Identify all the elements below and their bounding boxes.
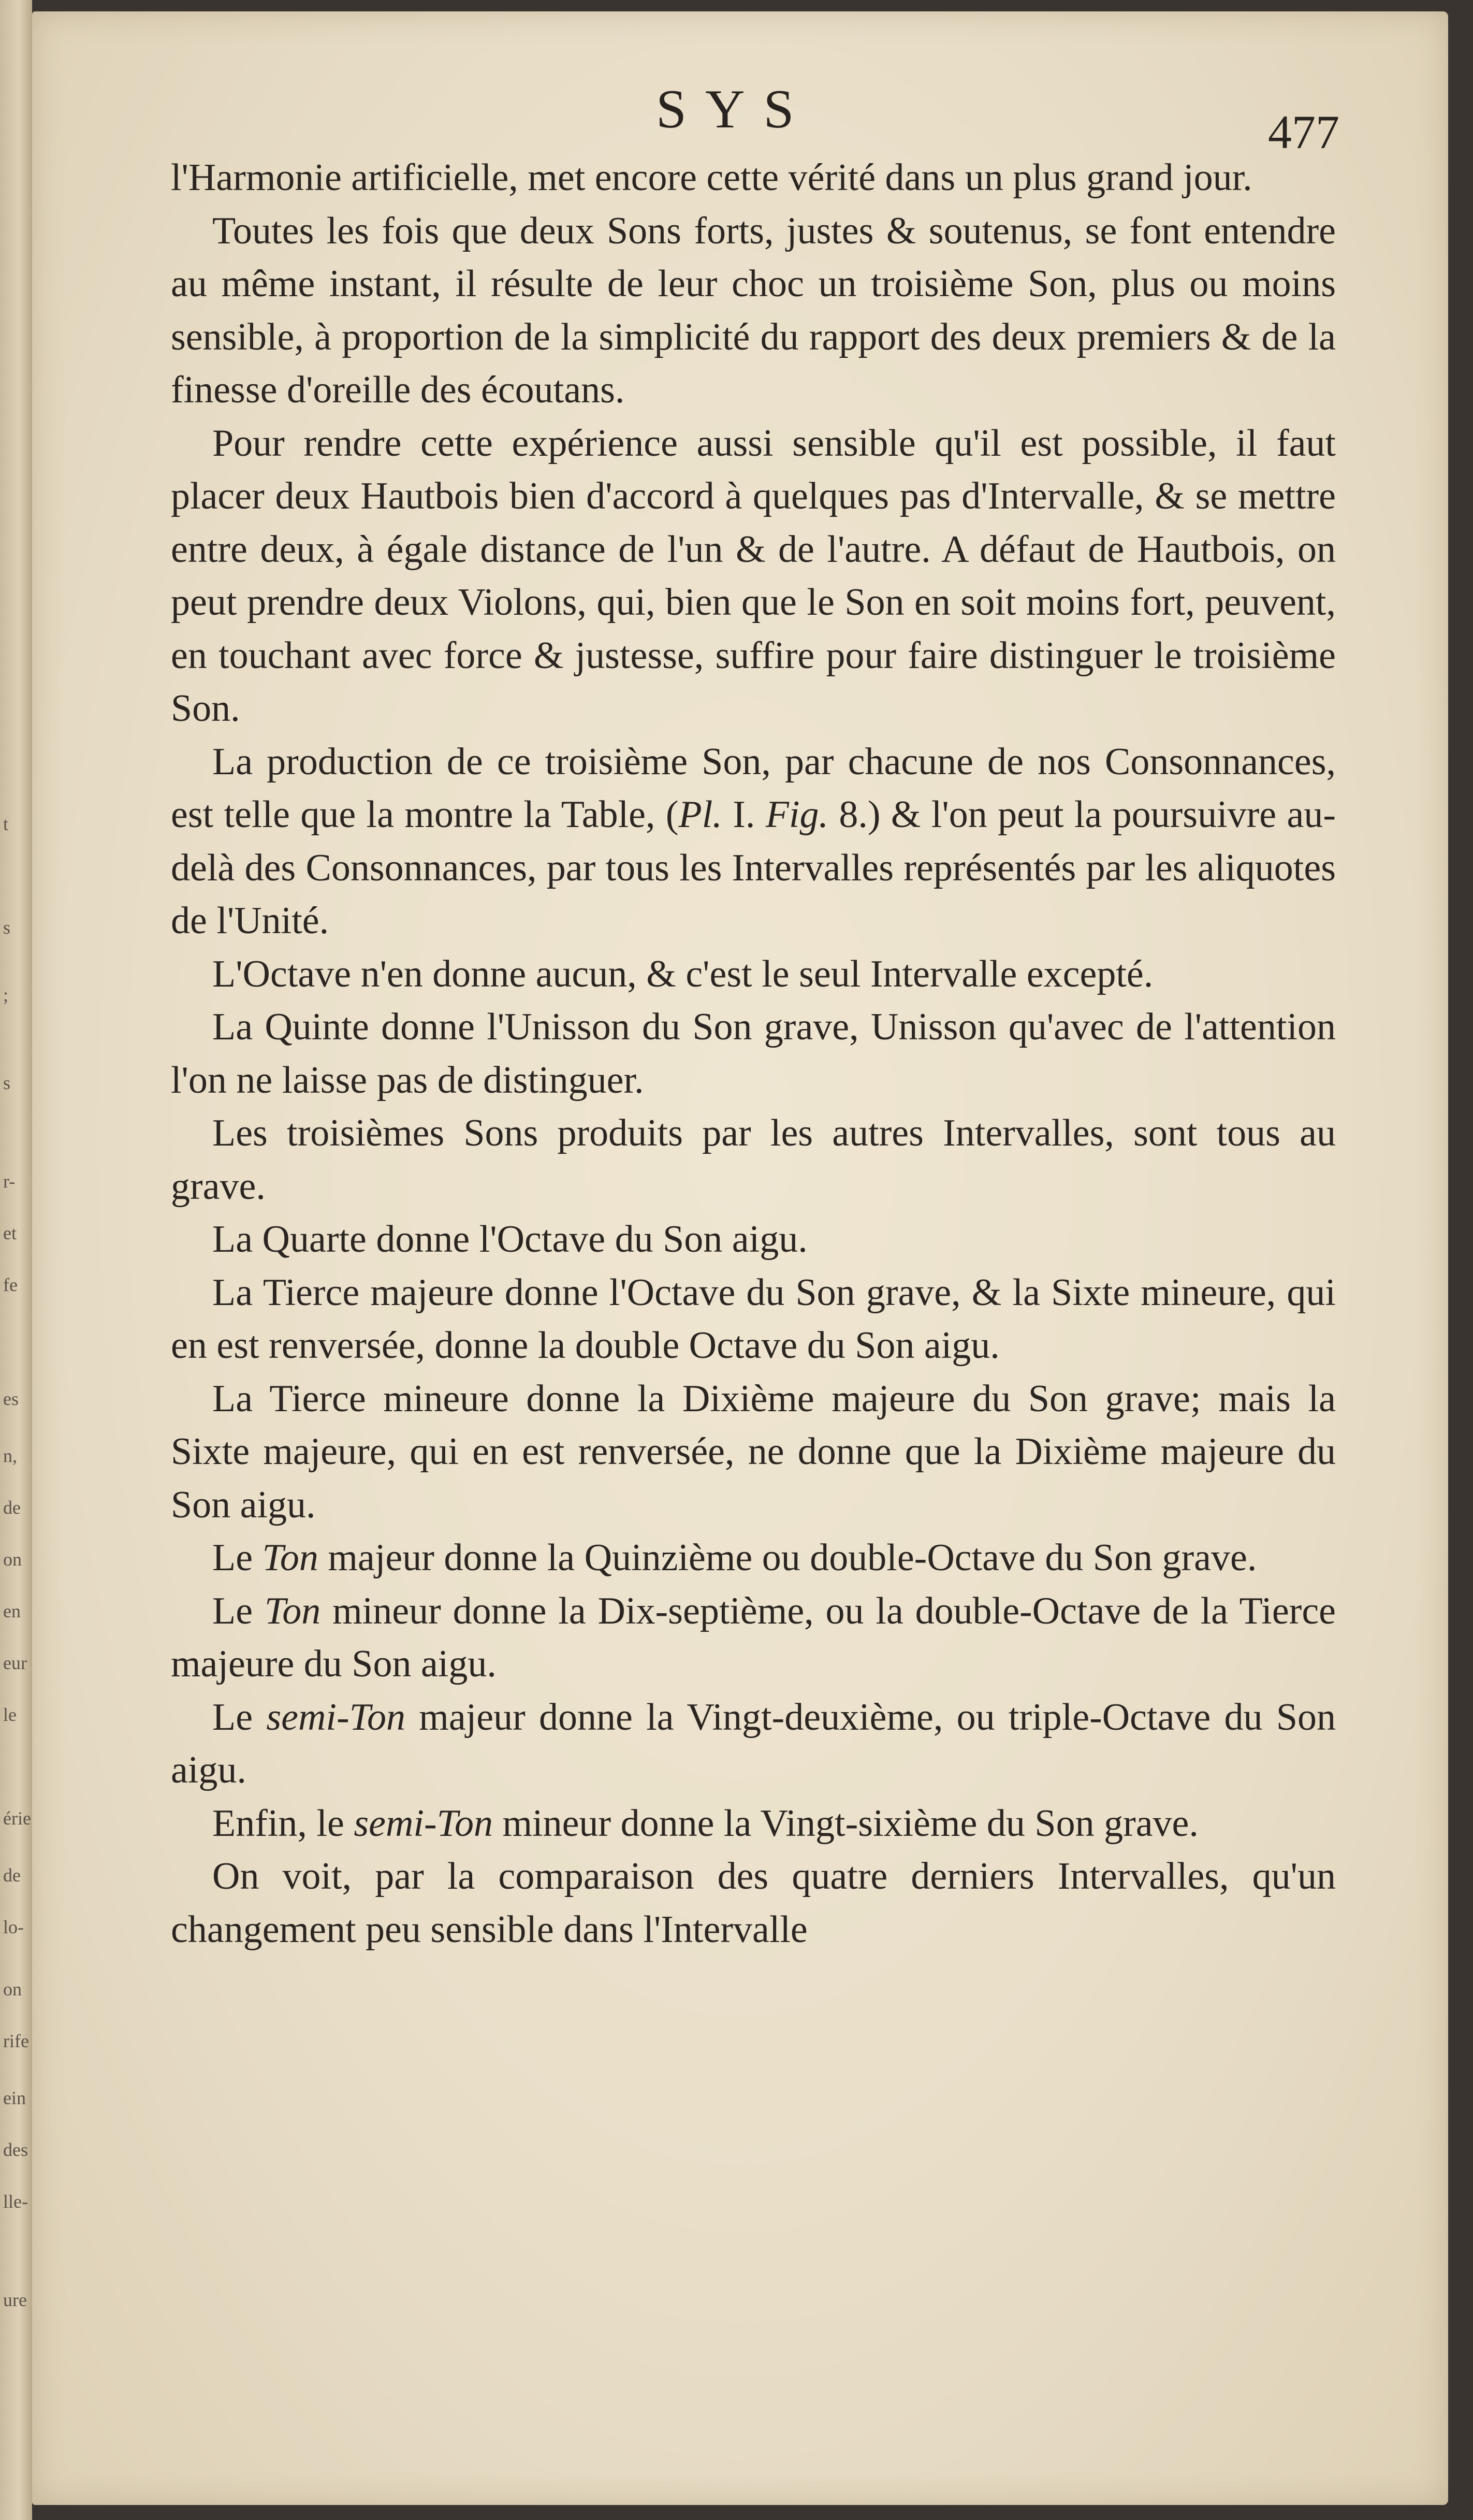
margin-fragment: et [3,1223,17,1243]
paragraph: On voit, par la comparaison des quatre derniers Intervalles, qu'un changement peu sensible dans l'Intervalle [171,1855,1336,1951]
margin-fragment: en [3,1601,21,1621]
paragraph: Toutes les fois que deux Sons forts, justes & soutenus, se font entendre au même instant, il résulte de leur choc un troisième Son, plus ou moins sensible, à proportion de la simplicité du rapport des deux premiers & de la finesse d'oreille des écoutans. [171,209,1336,411]
paragraph: La Tierce majeure donne l'Octave du Son grave, & la Sixte mineure, qui en est renversée, donne la double Octave du Son aigu. [171,1271,1336,1367]
paragraph-text: La production de ce troisième Son, par chacune de nos Consonnances, est telle que la montre la Table, ( [171,740,1336,836]
running-head: SYS [656,79,813,139]
italic-term: Ton [262,1537,318,1579]
margin-fragment: fe [3,1275,18,1295]
margin-fragment: s [3,1073,11,1093]
paragraph-text: Le [212,1696,267,1739]
paragraph: Les troisièmes Sons produits par les autres Intervalles, sont tous au grave. [171,1112,1336,1208]
margin-fragment: eur [3,1653,27,1673]
paragraph-text: majeur donne la Vingt-deuxième, ou triple-Octave du Son aigu. [171,1696,1336,1791]
paragraph [171,1691,1336,1797]
margin-fragment: lo- [3,1917,24,1937]
paragraph-text: mineur donne la Dix-septième, ou la double-Octave de la Tierce majeure du Son aigu. [171,1589,1336,1685]
margin-fragment: ; [3,984,9,1005]
paragraph-text: Enfin, le [212,1802,354,1845]
margin-fragment: on [3,1549,22,1570]
margin-fragment: n, [3,1445,17,1466]
italic-term: semi-Ton [266,1696,405,1739]
paragraph [171,1797,1336,1850]
paragraph: La Tierce mineure donne la Dixième majeure du Son grave; mais la Sixte majeure, qui en est renversée, ne donne que la Dixième majeure du Son aigu. [171,1377,1336,1526]
paragraph [171,735,1336,948]
paragraph-text: majeur donne la Quinzième ou double-Octave du Son grave. [318,1537,1257,1579]
italic-term: semi-Ton [354,1802,493,1845]
margin-fragment: ure [3,2290,27,2310]
page-number: 477 [1268,106,1339,158]
italic-term: Ton [264,1589,321,1632]
margin-fragment: r- [3,1171,16,1192]
paragraph-text: mineur donne la Vingt-sixième du Son grave. [492,1802,1199,1845]
margin-fragment: érie [3,1808,31,1829]
figure-reference: Fig. [765,793,828,836]
paragraph: La Quinte donne l'Unisson du Son grave, Unisson qu'avec de l'attention l'on ne laisse pas de distinguer. [171,1006,1336,1102]
margin-fragment: on [3,1979,22,2000]
paragraph: L'Octave n'en donne aucun, & c'est le seul Intervalle excepté. [212,952,1154,995]
paragraph-text: 8.) & l'on peut la poursuivre au-delà des Consonnances, par tous les Intervalles représentés par les aliquotes de l'Unité. [171,793,1336,942]
adjacent-page-strip [0,0,32,2520]
margin-fragment: de [3,1497,21,1518]
paragraph [171,1585,1336,1691]
margin-fragment: s [3,917,11,938]
page-header [32,74,1448,158]
margin-fragment: es [3,1388,19,1409]
paragraph [171,1531,1336,1585]
margin-fragment: lle- [3,2191,28,2212]
margin-fragment: ein [3,2088,26,2108]
margin-fragment: t [3,814,9,834]
margin-fragment: de [3,1865,21,1886]
margin-fragment: des [3,2139,28,2160]
book-page [32,11,1448,2505]
paragraph-text: I. [722,793,766,836]
plate-reference: Pl. [678,793,722,836]
margin-fragment: rife [3,2031,29,2051]
paragraph: Pour rendre cette expérience aussi sensible qu'il est possible, il faut placer deux Hautbois bien d'accord à quelques pas d'Intervalle, & se mettre entre deux, à égale distance de l'un & de l'autre. A défaut de Hautbois, on peut prendre deux Violons, qui, bien que le Son en soit moins fort, peuvent, en touchant avec force & justesse, suffire pour faire distinguer le troisième Son. [171,422,1336,730]
paragraph: La Quarte donne l'Octave du Son aigu. [212,1218,808,1261]
paragraph-text: Le [212,1537,262,1579]
paragraph-text: Le [212,1589,265,1632]
paragraph: l'Harmonie artificielle, met encore cette vérité dans un plus grand jour. [171,156,1252,199]
margin-fragment: le [3,1704,17,1725]
body-text [171,151,1336,1956]
